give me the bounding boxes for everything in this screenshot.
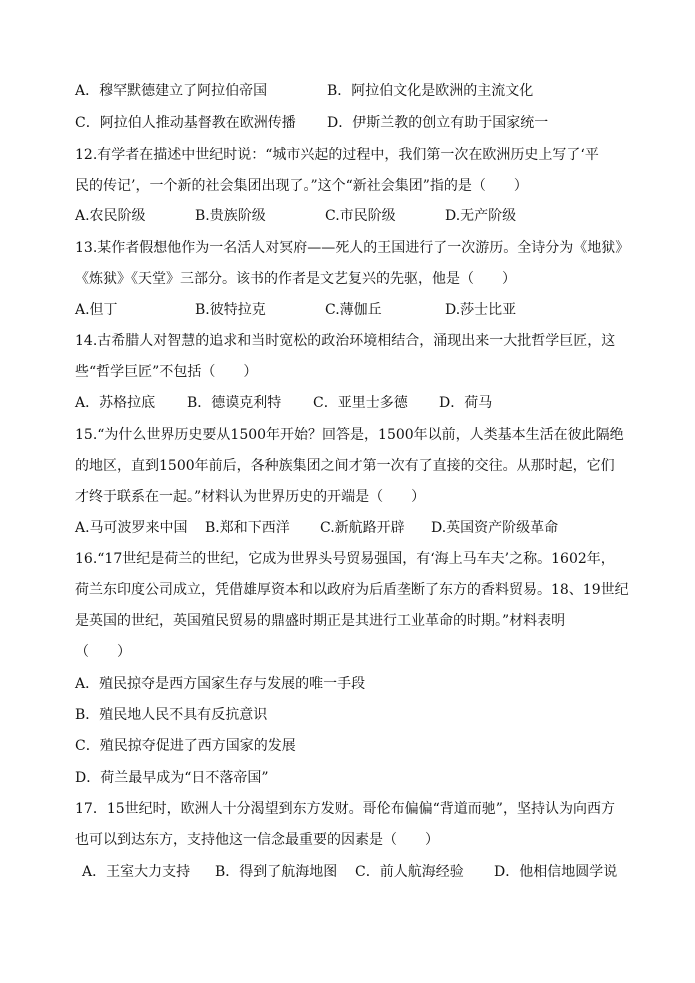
q11-option-d: D．伊斯兰教的创立有助于国家统一: [327, 115, 549, 131]
q12-option-b: B.贵族阶级: [195, 208, 266, 224]
q15-stem-line3: 才终于联系在一起。”材料认为世界历史的开端是（ ）: [75, 489, 426, 505]
q12-option-d: D.无产阶级: [445, 208, 517, 224]
q13-option-b: B.彼特拉克: [195, 302, 266, 318]
q15-option-c: C.新航路开辟: [320, 520, 405, 536]
q16-stem-line2: 荷兰东印度公司成立，凭借雄厚资本和以政府为后盾垄断了东方的香料贸易。18、19世纪: [75, 582, 629, 598]
q13-stem-line1: 13.某作者假想他作为一名活人对冥府——死人的王国进行了一次游历。全诗分为《地狱》: [75, 240, 630, 256]
q14-stem-line1: 14.古希腊人对智慧的追求和当时宽松的政治环境相结合，涌现出来一大批哲学巨匠，这: [75, 333, 616, 349]
q16-option-b: B．殖民地人民不具有反抗意识: [75, 707, 268, 723]
q16-option-a: A．殖民掠夺是西方国家生存与发展的唯一手段: [75, 676, 366, 692]
q15-option-a: A.马可波罗来中国: [75, 520, 188, 536]
q16-option-d: D．荷兰最早成为“日不落帝国”: [75, 770, 269, 786]
q16-option-c: C．殖民掠夺促进了西方国家的发展: [75, 738, 296, 754]
q17-stem-line1: 17．15世纪时，欧洲人十分渴望到东方发财。哥伦布偏偏“背道而驰”，坚持认为向西方: [75, 801, 615, 817]
q12-stem-line1: 12.有学者在描述中世纪时说：“城市兴起的过程中，我们第一次在欧洲历史上写了‘平: [75, 147, 599, 163]
q17-stem-line2: 也可以到达东方，支持他这一信念最重要的因素是（ ）: [75, 832, 439, 848]
q14-option-c: C．亚里士多德: [313, 395, 408, 411]
q12-stem-line2: 民的传记’，一个新的社会集团出现了。”这个“新社会集团”指的是（ ）: [75, 178, 528, 194]
q11-option-b: B．阿拉伯文化是欧洲的主流文化: [327, 83, 534, 99]
q16-stem-line3: 是英国的世纪，英国殖民贸易的鼎盛时期正是其进行工业革命的时期。”材料表明: [75, 613, 566, 629]
q17-option-d: D．他相信地圆学说: [494, 864, 618, 880]
q14-option-b: B．德谟克利特: [187, 395, 282, 411]
q15-option-d: D.英国资产阶级革命: [431, 520, 559, 536]
q14-option-a: A．苏格拉底: [75, 395, 156, 411]
q13-option-a: A.但丁: [75, 302, 118, 318]
q15-stem-line2: 的地区，直到1500年前后，各种族集团之间才第一次有了直接的交往。从那时起，它们: [75, 458, 615, 474]
q13-stem-line2: 《炼狱》《天堂》三部分。该书的作者是文艺复兴的先驱，他是（ ）: [75, 271, 516, 287]
q14-stem-line2: 些“哲学巨匠”不包括（ ）: [75, 364, 258, 380]
q13-option-d: D.莎士比亚: [445, 302, 517, 318]
q17-option-c: C．前人航海经验: [355, 864, 464, 880]
q11-option-a: A．穆罕默德建立了阿拉伯帝国: [75, 83, 268, 99]
q12-option-c: C.市民阶级: [325, 208, 396, 224]
q16-stem-line1: 16.“17世纪是荷兰的世纪，它成为世界头号贸易强国，有‘海上马车夫’之称。1602年，: [75, 551, 615, 567]
q17-option-a: A．王室大力支持: [82, 864, 191, 880]
q12-option-a: A.农民阶级: [75, 208, 146, 224]
q15-stem-line1: 15.“为什么世界历史要从1500年开始？回答是，1500年以前，人类基本生活在彼此隔绝: [75, 427, 624, 443]
q15-option-b: B.郑和下西洋: [205, 520, 290, 536]
q14-option-d: D．荷马: [439, 395, 493, 411]
q16-stem-line4: （ ）: [75, 644, 131, 660]
q13-option-c: C.薄伽丘: [325, 302, 382, 318]
q11-option-c: C．阿拉伯人推动基督教在欧洲传播: [75, 115, 296, 131]
q17-option-b: B．得到了航海地图: [215, 864, 338, 880]
